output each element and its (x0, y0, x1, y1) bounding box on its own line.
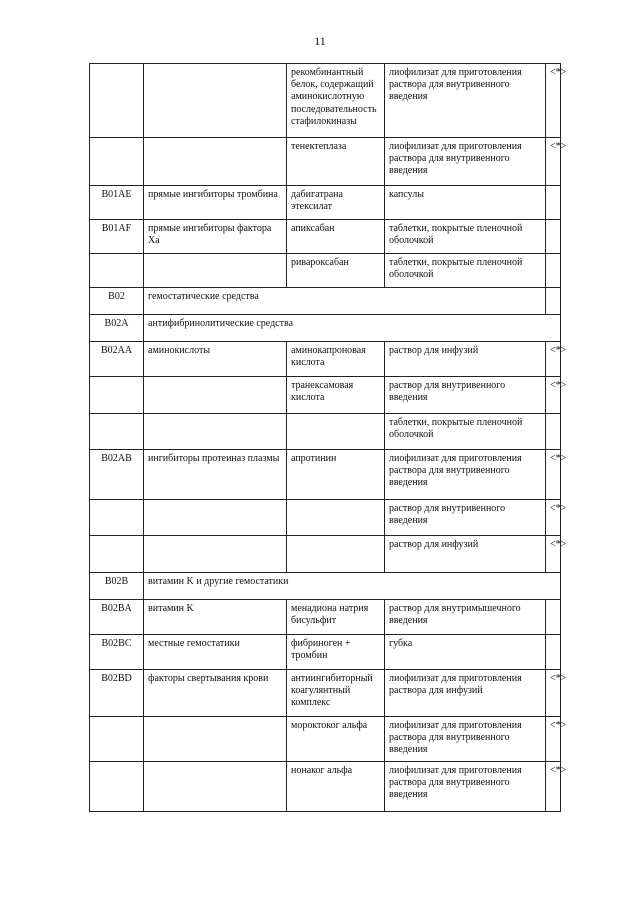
atc-group-cell: прямые ингибиторы тромбина (144, 186, 287, 220)
dosage-form-cell: лиофилизат для приготовления раствора для внутривенного введения (385, 138, 546, 186)
table-row (90, 186, 561, 220)
substance-cell (287, 536, 385, 573)
note-cell: <*> (546, 138, 561, 186)
substance-cell: фибриноген + тромбин (287, 635, 385, 670)
drug-list-table (89, 63, 567, 812)
dosage-form-cell: лиофилизат для приготовления раствора для внутривенного введения (385, 761, 546, 811)
note-cell: <*> (546, 500, 561, 536)
substance-cell: аминокапроновая кислота (287, 342, 385, 377)
atc-group-cell (144, 64, 287, 138)
section-title-cell: антифибринолитические средства (144, 315, 561, 342)
dosage-form-cell: лиофилизат для приготовления раствора для внутривенного введения (385, 450, 546, 500)
substance-cell: антиингибиторный коагулянтный комплекс (287, 670, 385, 717)
atc-group-cell (144, 761, 287, 811)
atc-group-cell: прямые ингибиторы фактора Xa (144, 220, 287, 254)
note-cell (546, 600, 561, 635)
dosage-form-cell: раствор для внутривенного введения (385, 500, 546, 536)
atc-code-cell: B02 (90, 288, 144, 315)
page-number: 11 (314, 34, 326, 48)
dosage-form-cell: раствор для инфузий (385, 536, 546, 573)
atc-code-cell: B02A (90, 315, 144, 342)
atc-group-cell (144, 138, 287, 186)
atc-code-cell: B02BA (90, 600, 144, 635)
dosage-form-cell: таблетки, покрытые пленочной оболочкой (385, 254, 546, 288)
note-cell: <*> (546, 761, 561, 811)
table-row (90, 500, 561, 536)
section-row (90, 573, 561, 600)
substance-cell: мороктоког альфа (287, 717, 385, 762)
note-cell (546, 414, 561, 450)
atc-group-cell (144, 717, 287, 762)
note-cell: <*> (546, 717, 561, 762)
atc-code-cell: B01AE (90, 186, 144, 220)
atc-group-cell (144, 500, 287, 536)
table-row (90, 414, 561, 450)
substance-cell: менадиона натрия бисульфит (287, 600, 385, 635)
atc-code-cell (90, 138, 144, 186)
substance-cell: ривароксабан (287, 254, 385, 288)
substance-cell: дабигатрана этексилат (287, 186, 385, 220)
note-cell: <*> (546, 64, 561, 138)
atc-code-cell: B02BC (90, 635, 144, 670)
substance-cell: апротинин (287, 450, 385, 500)
dosage-form-cell: губка (385, 635, 546, 670)
dosage-form-cell: таблетки, покрытые пленочной оболочкой (385, 414, 546, 450)
table-row (90, 138, 561, 186)
note-cell (546, 220, 561, 254)
atc-code-cell (90, 761, 144, 811)
section-row (90, 315, 561, 342)
atc-group-cell: аминокислоты (144, 342, 287, 377)
note-cell (546, 288, 561, 315)
table-row (90, 600, 561, 635)
atc-code-cell: B02AB (90, 450, 144, 500)
atc-code-cell (90, 717, 144, 762)
table-row (90, 717, 561, 762)
substance-cell: рекомбинантный белок, содержащий аминокислотную последовательность стафилокиназы (287, 64, 385, 138)
atc-code-cell: B02BD (90, 670, 144, 717)
note-cell: <*> (546, 670, 561, 717)
note-cell: <*> (546, 342, 561, 377)
note-cell (546, 186, 561, 220)
dosage-form-cell: раствор для внутримышечного введения (385, 600, 546, 635)
table-row (90, 670, 561, 717)
table-row (90, 342, 561, 377)
dosage-form-cell: таблетки, покрытые пленочной оболочкой (385, 220, 546, 254)
atc-group-cell: местные гемостатики (144, 635, 287, 670)
note-cell: <*> (546, 377, 561, 414)
atc-code-cell (90, 414, 144, 450)
note-cell: <*> (546, 536, 561, 573)
dosage-form-cell: лиофилизат для приготовления раствора для внутривенного введения (385, 717, 546, 762)
atc-group-cell (144, 377, 287, 414)
substance-cell: транексамовая кислота (287, 377, 385, 414)
section-title-cell: витамин K и другие гемостатики (144, 573, 561, 600)
section-row (90, 288, 561, 315)
note-cell (546, 254, 561, 288)
table-row (90, 761, 561, 811)
atc-code-cell (90, 377, 144, 414)
dosage-form-cell: раствор для инфузий (385, 342, 546, 377)
table-row (90, 536, 561, 573)
table-row (90, 254, 561, 288)
table-row (90, 220, 561, 254)
atc-group-cell: ингибиторы протеиназ плазмы (144, 450, 287, 500)
atc-code-cell (90, 254, 144, 288)
atc-code-cell (90, 500, 144, 536)
atc-group-cell: витамин K (144, 600, 287, 635)
note-cell: <*> (546, 450, 561, 500)
substance-cell (287, 500, 385, 536)
atc-code-cell: B01AF (90, 220, 144, 254)
atc-code-cell (90, 64, 144, 138)
atc-group-cell (144, 536, 287, 573)
atc-code-cell: B02B (90, 573, 144, 600)
section-title-cell: гемостатические средства (144, 288, 546, 315)
table-row (90, 450, 561, 500)
dosage-form-cell: раствор для внутривенного введения (385, 377, 546, 414)
dosage-form-cell: лиофилизат для приготовления раствора для внутривенного введения (385, 64, 546, 138)
table-row (90, 64, 561, 138)
substance-cell: тенектеплаза (287, 138, 385, 186)
atc-group-cell (144, 254, 287, 288)
atc-group-cell (144, 414, 287, 450)
substance-cell: нонаког альфа (287, 761, 385, 811)
atc-group-cell: факторы свертывания крови (144, 670, 287, 717)
atc-code-cell (90, 536, 144, 573)
table-row (90, 377, 561, 414)
dosage-form-cell: капсулы (385, 186, 546, 220)
substance-cell (287, 414, 385, 450)
substance-cell: апиксабан (287, 220, 385, 254)
atc-code-cell: B02AA (90, 342, 144, 377)
note-cell (546, 635, 561, 670)
dosage-form-cell: лиофилизат для приготовления раствора для инфузий (385, 670, 546, 717)
table-row (90, 635, 561, 670)
